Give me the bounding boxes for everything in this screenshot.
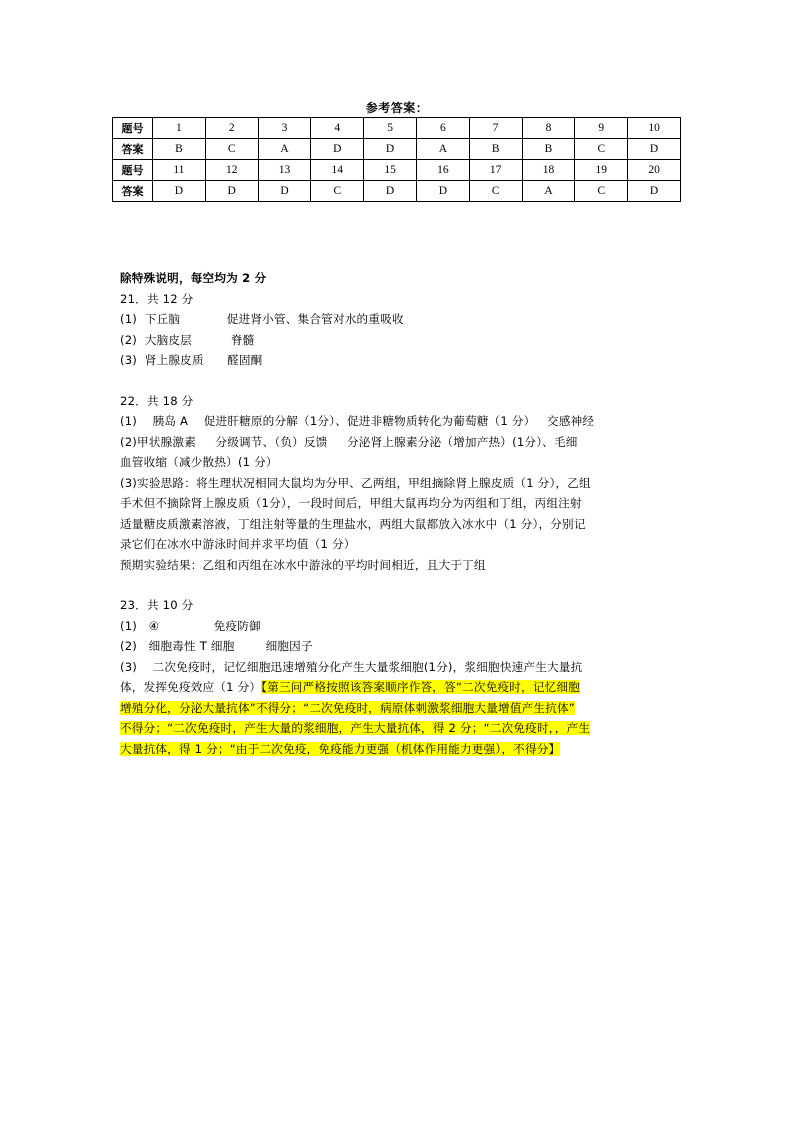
table-cell: 18 bbox=[522, 160, 575, 181]
table-cell: C bbox=[311, 181, 364, 202]
table-cell: D bbox=[258, 181, 311, 202]
table-row bbox=[113, 181, 681, 202]
table-cell: 15 bbox=[364, 160, 417, 181]
q23-line: (3) 二次免疫时，记忆细胞迅速增殖分化产生大量浆细胞(1分)，浆细胞快速产生大量抗 bbox=[120, 659, 583, 674]
table-cell: 2 bbox=[205, 118, 258, 139]
table-cell: D bbox=[628, 181, 681, 202]
q22-header: 22．共 18 分 bbox=[120, 393, 194, 408]
table-cell: C bbox=[575, 139, 628, 160]
page-title: 参考答案： bbox=[365, 101, 429, 115]
table-cell: 8 bbox=[522, 118, 575, 139]
table-cell: 10 bbox=[628, 118, 681, 139]
table-cell: 9 bbox=[575, 118, 628, 139]
table-cell: C bbox=[575, 181, 628, 202]
highlighted-note: 大量抗体，得 1 分；“由于二次免疫，免疫能力更强（机体作用能力更强），不得分】 bbox=[120, 741, 561, 756]
highlighted-note: 增殖分化，分泌大量抗体”不得分；“二次免疫时，病原体刺激浆细胞大量增值产生抗体” bbox=[120, 700, 575, 715]
table-cell: D bbox=[364, 181, 417, 202]
table-cell: D bbox=[364, 139, 417, 160]
q22-line: 适量糖皮质激素溶液，丁组注射等量的生理盐水，两组大鼠都放入冰水中（1 分），分别记 bbox=[120, 516, 586, 531]
table-row bbox=[113, 118, 681, 139]
table-cell: 5 bbox=[364, 118, 417, 139]
table-cell: 16 bbox=[416, 160, 469, 181]
q22-line: 血管收缩（减少散热）(1 分） bbox=[120, 455, 278, 469]
table-cell: 6 bbox=[416, 118, 469, 139]
q21-line: (3) 肾上腺皮质 醛固酮 bbox=[120, 353, 263, 367]
q23-text: 体，发挥免疫效应（1 分） bbox=[120, 680, 262, 694]
q23-line: (1) ④ 免疫防御 bbox=[120, 618, 261, 633]
table-cell: D bbox=[205, 181, 258, 202]
q22-line: 录它们在冰水中游泳时间并求平均值（1 分） bbox=[120, 537, 356, 551]
table-cell: 14 bbox=[311, 160, 364, 181]
table-cell: 11 bbox=[153, 160, 206, 181]
q23-line bbox=[120, 739, 676, 760]
answer-table bbox=[112, 117, 681, 202]
table-cell: 12 bbox=[205, 160, 258, 181]
q23-header: 23．共 10 分 bbox=[120, 598, 194, 612]
q22-line: (3)实验思路：将生理状况相同大鼠均为分甲、乙两组，甲组摘除肾上腺皮质（1 分），乙组 bbox=[120, 475, 591, 490]
table-cell: D bbox=[416, 181, 469, 202]
q23-line bbox=[120, 718, 676, 739]
table-cell: A bbox=[416, 139, 469, 160]
table-cell: D bbox=[628, 139, 681, 160]
table-cell: 17 bbox=[469, 160, 522, 181]
table-cell: 4 bbox=[311, 118, 364, 139]
table-cell: 19 bbox=[575, 160, 628, 181]
table-cell: 20 bbox=[628, 160, 681, 181]
table-cell: B bbox=[153, 139, 206, 160]
row-header: 题号 bbox=[113, 118, 153, 139]
table-cell: C bbox=[205, 139, 258, 160]
table-row bbox=[113, 139, 681, 160]
table-cell: 13 bbox=[258, 160, 311, 181]
table-cell: A bbox=[258, 139, 311, 160]
q22-line: (2)甲状腺激素 分级调节、（负）反馈 分泌肾上腺素分泌（增加产热）(1分）、毛细 bbox=[120, 434, 578, 449]
explanations bbox=[120, 268, 676, 759]
highlighted-note: 不得分；“二次免疫时，产生大量的浆细胞，产生大量抗体，得 2 分；“二次免疫时，，产生 bbox=[120, 721, 591, 735]
table-cell: D bbox=[311, 139, 364, 160]
scoring-note: 除特殊说明，每空均为 2 分 bbox=[120, 271, 267, 285]
q23-line bbox=[120, 698, 676, 719]
row-header: 题号 bbox=[113, 160, 153, 181]
q23-line: (2) 细胞毒性 T 细胞 细胞因子 bbox=[120, 639, 313, 653]
table-cell: 7 bbox=[469, 118, 522, 139]
table-cell: B bbox=[469, 139, 522, 160]
table-cell: B bbox=[522, 139, 575, 160]
table-cell: A bbox=[522, 181, 575, 202]
q22-line: 预期实验结果：乙组和丙组在冰水中游泳的平均时间相近，且大于丁组 bbox=[120, 557, 486, 572]
table-cell: D bbox=[153, 181, 206, 202]
table-cell: 1 bbox=[153, 118, 206, 139]
q21-line: (2) 大脑皮层 脊髓 bbox=[120, 332, 255, 347]
q21-header: 21．共 12 分 bbox=[120, 291, 194, 306]
table-cell: 3 bbox=[258, 118, 311, 139]
highlighted-note: 【第三问严格按照该答案顺序作答，答“二次免疫时，记忆细胞 bbox=[261, 680, 581, 694]
q22-line: 手术但不摘除肾上腺皮质（1分），一段时间后，甲组大鼠再均分为丙组和丁组，丙组注射 bbox=[120, 496, 582, 510]
q22-line: (1) 胰岛 A 促进肝糖原的分解（1分）、促进非糖物质转化为葡萄糖（1 分） 交感神经 bbox=[120, 414, 595, 428]
table-row bbox=[113, 160, 681, 181]
row-header: 答案 bbox=[113, 139, 153, 160]
q23-line bbox=[120, 677, 676, 698]
row-header: 答案 bbox=[113, 181, 153, 202]
table-cell: C bbox=[469, 181, 522, 202]
q21-line: (1) 下丘脑 促进肾小管、集合管对水的重吸收 bbox=[120, 312, 404, 326]
